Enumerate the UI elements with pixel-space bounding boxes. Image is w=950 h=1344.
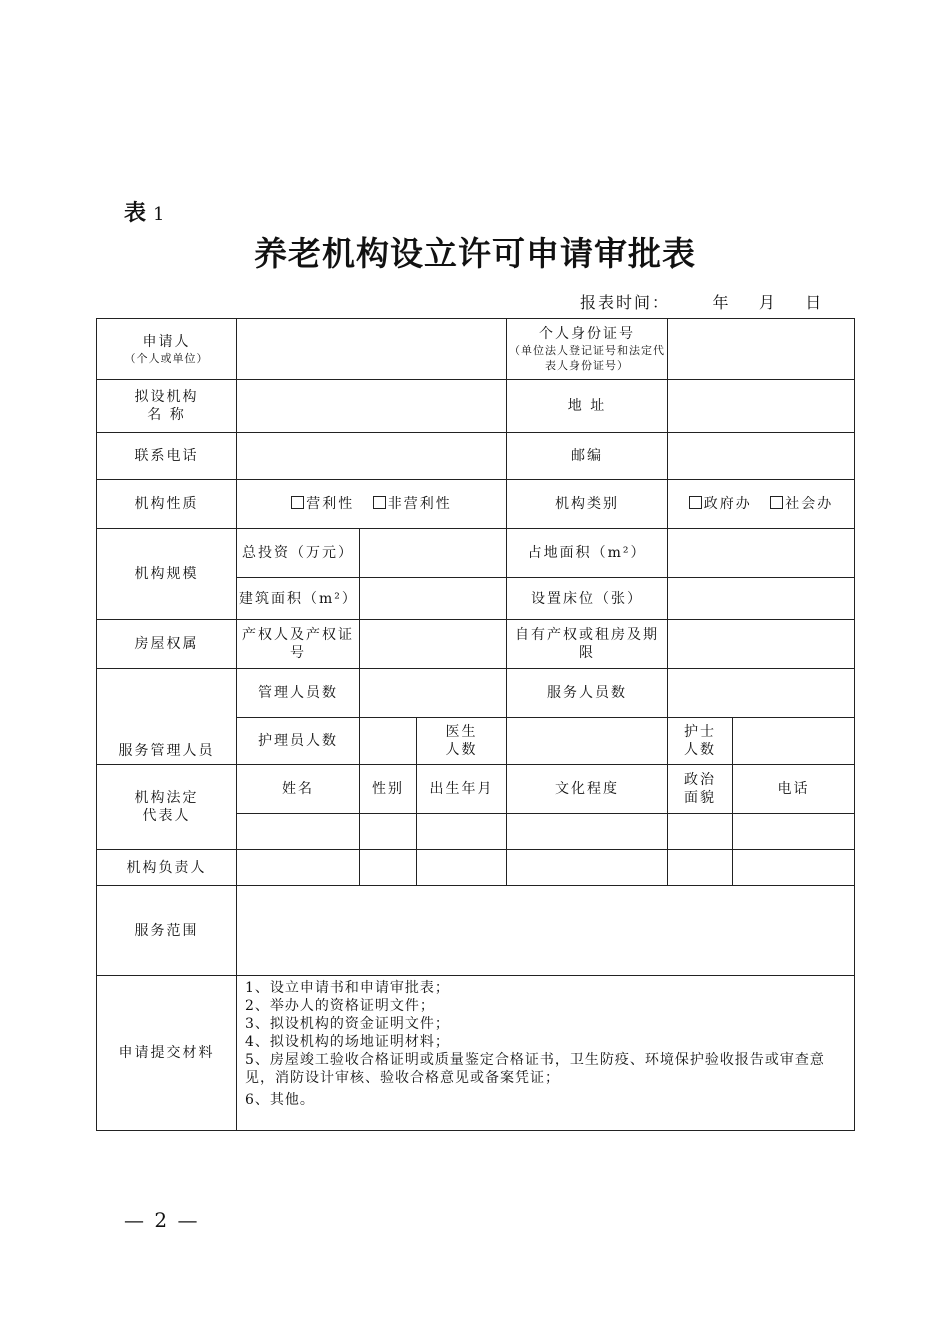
building-area-label: 建筑面积（m²） [237, 578, 360, 620]
page-number: — 2 — [124, 1208, 200, 1232]
own-or-rent-field[interactable] [668, 620, 855, 669]
category-options [668, 480, 855, 529]
mgmt-count-field[interactable] [360, 669, 507, 718]
col-phone-header: 电话 [733, 765, 855, 814]
checkbox-icon [373, 496, 386, 509]
beds-label: 设置床位（张） [507, 578, 668, 620]
col-political-header: 政治面貌 [668, 765, 733, 814]
list-item: 5、房屋竣工验收合格证明或质量鉴定合格证书，卫生防疫、环境保护验收报告或审查意见，消防设计审核、验收合格意见或备案凭证； [245, 1052, 825, 1086]
list-item: 3、拟设机构的资金证明文件； [245, 1016, 450, 1032]
building-area-field[interactable] [360, 578, 507, 620]
checkbox-icon [291, 496, 304, 509]
materials-label: 申请提交材料 [97, 976, 237, 1131]
applicant-field[interactable] [237, 319, 507, 380]
person-in-charge-education-field[interactable] [507, 850, 668, 886]
doctor-count-label: 医生人数 [417, 718, 507, 765]
phone-label: 联系电话 [97, 433, 237, 480]
report-date-line: 报表时间： 年 月 日 [580, 293, 824, 312]
institution-name-field[interactable] [237, 380, 507, 433]
owner-cert-label: 产权人及产权证号 [237, 620, 360, 669]
list-item: 2、举办人的资格证明文件； [245, 998, 435, 1014]
owner-cert-field[interactable] [360, 620, 507, 669]
institution-name-label: 拟设机构 名 称 [97, 380, 237, 433]
staff-label: 服务管理人员 [97, 669, 237, 765]
service-count-label: 服务人员数 [507, 669, 668, 718]
nurse-count-field[interactable] [733, 718, 855, 765]
postcode-label: 邮编 [507, 433, 668, 480]
nurse-aide-count-label: 护理员人数 [237, 718, 360, 765]
address-field[interactable] [668, 380, 855, 433]
legal-rep-political-field[interactable] [668, 814, 733, 850]
postcode-field[interactable] [668, 433, 855, 480]
category-label: 机构类别 [507, 480, 668, 529]
list-item: 6、其他。 [245, 1092, 315, 1108]
table-number-label: 表 1 [124, 201, 165, 226]
legal-rep-birth-field[interactable] [417, 814, 507, 850]
person-in-charge-birth-field[interactable] [417, 850, 507, 886]
nurse-count-label: 护士人数 [668, 718, 733, 765]
list-item: 4、拟设机构的场地证明材料； [245, 1034, 450, 1050]
id-number-field[interactable] [668, 319, 855, 380]
legal-rep-gender-field[interactable] [360, 814, 417, 850]
person-in-charge-phone-field[interactable] [733, 850, 855, 886]
service-count-field[interactable] [668, 669, 855, 718]
legal-rep-education-field[interactable] [507, 814, 668, 850]
col-birth-header: 出生年月 [417, 765, 507, 814]
service-scope-label: 服务范围 [97, 886, 237, 976]
id-number-label: 个人身份证号 （单位法人登记证号和法定代表人身份证号） [507, 319, 668, 380]
page-title: 养老机构设立许可申请审批表 [254, 234, 696, 273]
land-area-field[interactable] [668, 529, 855, 578]
col-gender-header: 性别 [360, 765, 417, 814]
col-name-header: 姓名 [237, 765, 360, 814]
scale-label: 机构规模 [97, 529, 237, 620]
applicant-label: 申请人 （个人或单位） [97, 319, 237, 380]
total-investment-field[interactable] [360, 529, 507, 578]
person-in-charge-gender-field[interactable] [360, 850, 417, 886]
legal-rep-label: 机构法定代表人 [97, 765, 237, 850]
ownership-label: 房屋权属 [97, 620, 237, 669]
own-or-rent-label: 自有产权或租房及期限 [507, 620, 668, 669]
non-profit-checkbox[interactable]: 非营利性 [373, 496, 452, 512]
col-education-header: 文化程度 [507, 765, 668, 814]
phone-field[interactable] [237, 433, 507, 480]
person-in-charge-label: 机构负责人 [97, 850, 237, 886]
application-form-table [96, 318, 855, 1131]
address-label: 地 址 [507, 380, 668, 433]
list-item: 1、设立申请书和申请审批表； [245, 980, 450, 996]
mgmt-count-label: 管理人员数 [237, 669, 360, 718]
total-investment-label: 总投资（万元） [237, 529, 360, 578]
land-area-label: 占地面积（m²） [507, 529, 668, 578]
doctor-count-field[interactable] [507, 718, 668, 765]
checkbox-icon [770, 496, 783, 509]
legal-rep-phone-field[interactable] [733, 814, 855, 850]
nature-options [237, 480, 507, 529]
social-checkbox[interactable]: 社会办 [770, 496, 833, 512]
service-scope-field[interactable] [237, 886, 855, 976]
nature-label: 机构性质 [97, 480, 237, 529]
beds-field[interactable] [668, 578, 855, 620]
checkbox-icon [689, 496, 702, 509]
legal-rep-name-field[interactable] [237, 814, 360, 850]
for-profit-checkbox[interactable]: 营利性 [291, 496, 354, 512]
nurse-aide-count-field[interactable] [360, 718, 417, 765]
person-in-charge-name-field[interactable] [237, 850, 360, 886]
person-in-charge-political-field[interactable] [668, 850, 733, 886]
government-checkbox[interactable]: 政府办 [689, 496, 752, 512]
materials-list [237, 976, 855, 1131]
